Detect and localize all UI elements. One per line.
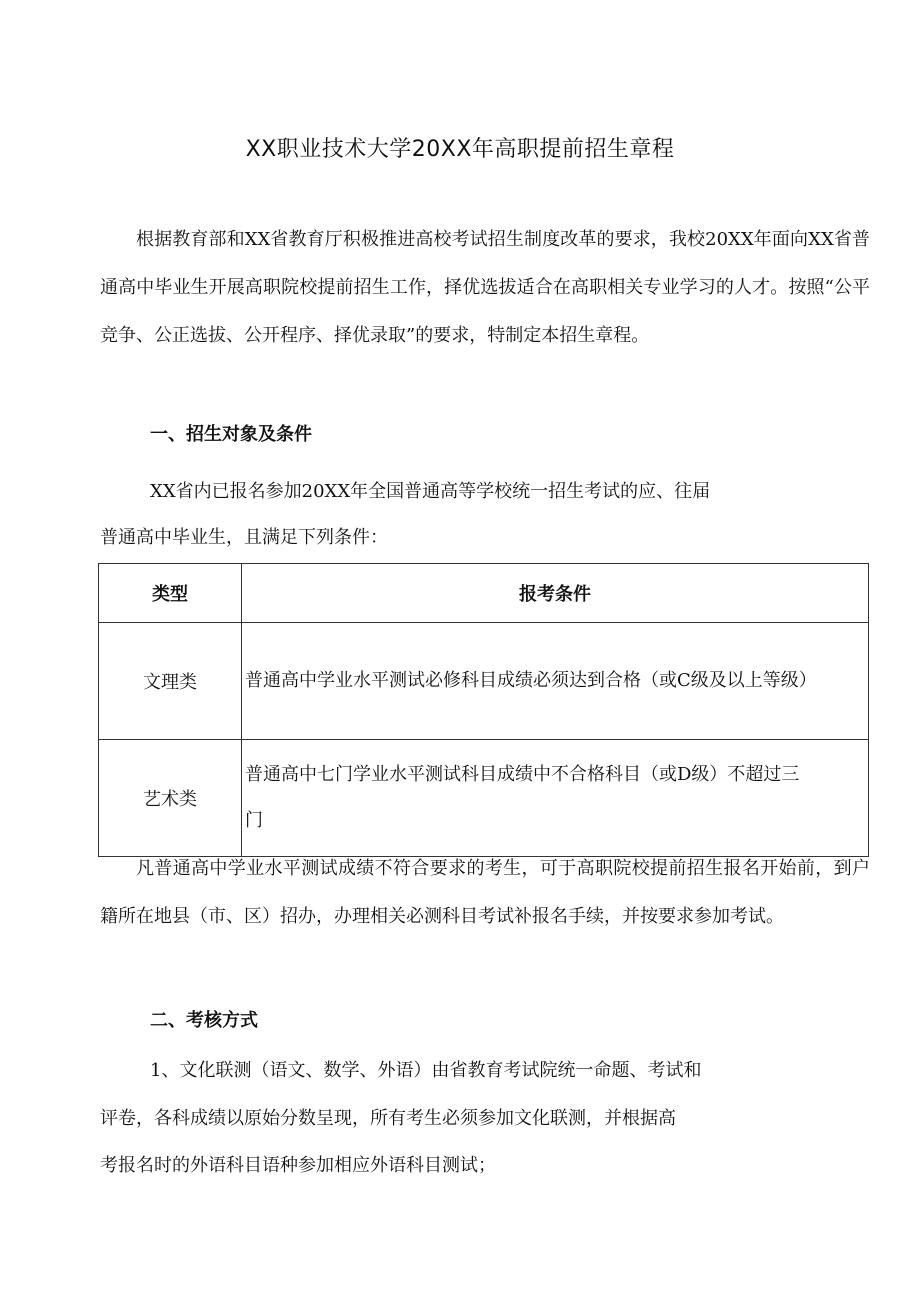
section2-item1-line2: 评卷，各科成绩以原始分数呈现，所有考生必须参加文化联测，并根据高	[100, 1108, 676, 1129]
section2-item1-line3: 考报名时的外语科目语种参加相应外语科目测试；	[100, 1155, 496, 1176]
table-header-row	[99, 564, 869, 623]
requirements-table	[98, 563, 869, 857]
intro-paragraph: 根据教育部和XX省教育厅积极推进高校考试招生制度改革的要求，我校20XX年面向XX省普通高中毕业生开展高职院校提前招生工作，择优选拔适合在高职相关专业学习的人才。按照“公平竞争、公正选拔、公开程序、择优录取”的要求，特制定本招生章程。	[100, 229, 870, 346]
table-cell-condition: 普通高中七门学业水平测试科目成绩中不合格科目（或D级）不超过三门	[242, 740, 869, 857]
table-cell-type: 艺术类	[99, 740, 242, 857]
section1-text-line1: XX省内已报名参加20XX年全国普通高等学校统一招生考试的应、往届	[150, 481, 711, 502]
section1-text-line2: 普通高中毕业生，且满足下列条件：	[100, 527, 388, 548]
table-header-type: 类型	[99, 564, 242, 623]
section-heading-assessment-method: 二、考核方式	[150, 1010, 258, 1031]
section-heading-admission-targets: 一、招生对象及条件	[150, 424, 312, 445]
after-table-paragraph: 凡普通高中学业水平测试成绩不符合要求的考生，可于高职院校提前招生报名开始前，到户籍所在地县（市、区）招办，办理相关必测科目考试补报名手续，并按要求参加考试。	[100, 858, 870, 927]
table-cell-type: 文理类	[99, 623, 242, 740]
document-title: XX职业技术大学20XX年高职提前招生章程	[245, 137, 675, 162]
table-cell-condition: 普通高中学业水平测试必修科目成绩必须达到合格（或C级及以上等级）	[242, 623, 869, 740]
section2-item1-line1: 1、文化联测（语文、数学、外语）由省教育考试院统一命题、考试和	[150, 1060, 702, 1081]
table-header-condition: 报考条件	[242, 564, 869, 623]
table-row	[99, 740, 869, 857]
table-row	[99, 623, 869, 740]
